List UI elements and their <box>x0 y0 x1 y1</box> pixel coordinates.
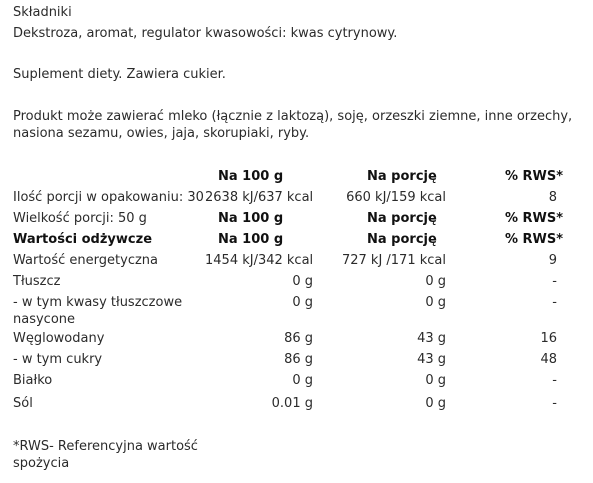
table-row <box>0 229 593 250</box>
row-label: Wielkość porcji: 50 g <box>13 211 147 226</box>
allergens-line-2: nasiona sezamu, owies, jaja, skorupiaki, ryby. <box>13 126 310 141</box>
table-row <box>0 292 593 330</box>
header-per-100g: Na 100 g <box>218 169 284 184</box>
row-per-100g: Na 100 g <box>218 211 284 226</box>
row-label: Węglowodany <box>13 331 105 346</box>
row-label: Ilość porcji w opakowaniu: 30 <box>13 190 204 205</box>
table-row <box>0 393 593 414</box>
header-rws: % RWS* <box>505 169 564 184</box>
row-rws: 9 <box>548 253 557 268</box>
row-rws: - <box>552 373 557 388</box>
row-rws: - <box>552 274 557 289</box>
row-rws: % RWS* <box>505 211 564 226</box>
ingredients-heading: Składniki <box>13 5 72 20</box>
row-per-portion: 0 g <box>425 396 446 411</box>
footnote-line-1: *RWS- Referencyjna wartość <box>13 439 198 454</box>
row-rws: % RWS* <box>505 232 564 247</box>
row-per-portion: 0 g <box>425 295 446 310</box>
row-per-100g: 0 g <box>292 373 313 388</box>
table-header-row <box>0 166 593 187</box>
row-label: - w tym cukry <box>13 352 103 367</box>
table-row <box>0 187 593 208</box>
allergens-line-1: Produkt może zawierać mleko (łącznie z laktozą), soję, orzeszki ziemne, inne orzechy, <box>13 109 573 124</box>
row-per-100g: 1454 kJ/342 kcal <box>205 253 314 268</box>
row-per-100g: 0 g <box>292 274 313 289</box>
table-row <box>0 370 593 391</box>
row-label: Sól <box>13 396 33 411</box>
row-per-portion: 43 g <box>417 331 446 346</box>
row-per-portion: 0 g <box>425 274 446 289</box>
row-per-portion: 660 kJ/159 kcal <box>346 190 446 205</box>
row-rws: 8 <box>548 190 557 205</box>
row-rws: 16 <box>540 331 557 346</box>
row-per-100g: 0 g <box>292 295 313 310</box>
supplement-note: Suplement diety. Zawiera cukier. <box>13 67 226 82</box>
table-row <box>0 328 593 349</box>
row-label-line-1: - w tym kwasy tłuszczowe <box>13 295 183 310</box>
row-label: Wartość energetyczna <box>13 253 159 268</box>
header-per-portion: Na porcję <box>367 169 437 184</box>
table-row <box>0 349 593 370</box>
row-per-portion: Na porcję <box>367 211 437 226</box>
ingredients-text: Dekstroza, aromat, regulator kwasowości: kwas cytrynowy. <box>13 26 398 41</box>
table-row <box>0 250 593 271</box>
row-rws: - <box>552 396 557 411</box>
row-per-portion: 0 g <box>425 373 446 388</box>
row-label: Tłuszcz <box>13 274 61 289</box>
row-per-100g: 2638 kJ/637 kcal <box>205 190 314 205</box>
row-per-portion: 43 g <box>417 352 446 367</box>
row-rws: - <box>552 295 557 310</box>
row-label-line-2: nasycone <box>13 312 76 327</box>
row-per-portion: 727 kJ /171 kcal <box>341 253 446 268</box>
row-per-100g: 86 g <box>284 352 313 367</box>
table-row <box>0 271 593 292</box>
row-label: Białko <box>13 373 53 388</box>
row-rws: 48 <box>540 352 557 367</box>
row-label: Wartości odżywcze <box>13 232 153 247</box>
row-per-100g: 86 g <box>284 331 313 346</box>
row-per-portion: Na porcję <box>367 232 437 247</box>
table-row <box>0 208 593 229</box>
footnote-line-2: spożycia <box>13 456 70 471</box>
row-per-100g: 0.01 g <box>271 396 313 411</box>
row-per-100g: Na 100 g <box>218 232 284 247</box>
